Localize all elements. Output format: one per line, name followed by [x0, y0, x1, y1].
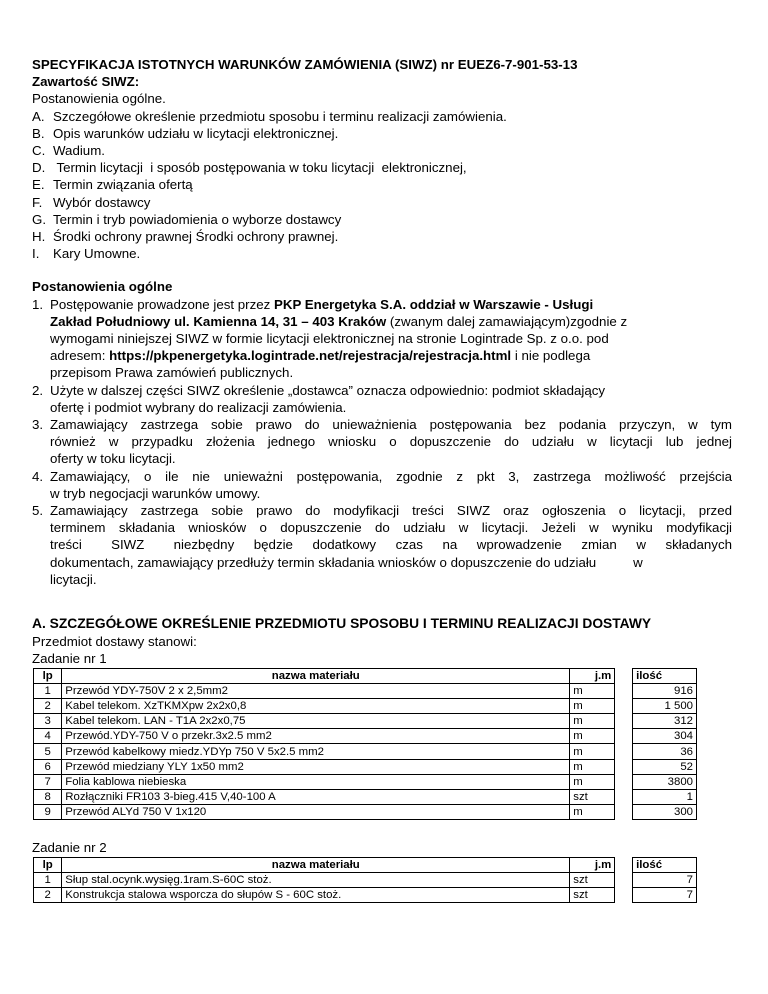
cell-lp: 4 — [34, 729, 62, 744]
toc-item-text: Wybór dostawcy — [53, 194, 151, 210]
cell-name: Przewód.YDY-750 V o przekr.3x2.5 mm2 — [62, 729, 570, 744]
general-heading: Postanowienia ogólne — [32, 279, 173, 295]
cell-name: Kabel telekom. LAN - T1A 2x2x0,75 — [62, 714, 570, 729]
cell-qty: 304 — [633, 729, 697, 744]
provision-2: 2. Użyte w dalszej części SIWZ określenie „dostawca” oznacza odpowiednio: podmiot składający ofertę i podmiot wybrany do realizacji zamówienia. — [32, 382, 606, 415]
table-header-row — [34, 857, 697, 872]
cell-jm: m — [570, 759, 615, 774]
table-row — [34, 759, 697, 774]
toc-item-letter: E. — [32, 177, 45, 193]
provision-5: 5. Zamawiający zastrzega sobie prawo do modyfikacji treści SIWZ oraz ogłoszenia o licytacji, przed terminem składania wniosków o dopuszczenie do udziału w licytacji. Jeżeli w wyniku modyfikacji treści SIWZ niezbędny będzie dodatkowy czas na wprowadzenie zmian w składanych dokumentach, zamawiający przedłuży termin składania wniosków o dopuszczenie do udziału w licytacji. — [32, 503, 732, 587]
general-label: Postanowienia ogólne. — [32, 91, 166, 107]
cell-qty: 916 — [633, 683, 697, 698]
toc-item — [32, 211, 732, 228]
section-a-heading: A. SZCZEGÓŁOWE OKREŚLENIE PRZEDMIOTU SPOSOBU I TERMINU REALIZACJI DOSTAWY — [32, 616, 652, 632]
cell-name: Słup stal.ocynk.wysięg.1ram.S-60C stoż. — [62, 872, 570, 887]
toc-item — [32, 108, 732, 125]
table-row — [34, 714, 697, 729]
cell-jm: szt — [570, 872, 615, 887]
cell-qty: 1 — [633, 790, 697, 805]
toc-item-letter: A. — [32, 108, 45, 124]
table-row — [34, 683, 697, 698]
table-row — [34, 790, 697, 805]
toc-item-letter: G. — [32, 211, 47, 227]
cell-name: Rozłączniki FR103 3-bieg.415 V,40-100 A — [62, 790, 570, 805]
cell-qty: 1 500 — [633, 698, 697, 713]
toc-item-letter: H. — [32, 229, 46, 245]
column-header-qty: ilość — [633, 857, 697, 872]
cell-name: Przewód miedziany YLY 1x50 mm2 — [62, 759, 570, 774]
cell-qty: 52 — [633, 759, 697, 774]
cell-lp: 2 — [34, 887, 62, 902]
column-header-qty: ilość — [633, 668, 697, 683]
registration-link[interactable]: https://pkpenergetyka.logintrade.net/rejestracja/rejestracja.html — [109, 348, 512, 364]
toc-item-letter: C. — [32, 143, 46, 159]
cell-jm: m — [570, 744, 615, 759]
toc-item — [32, 125, 732, 142]
cell-jm: szt — [570, 887, 615, 902]
table-row — [34, 729, 697, 744]
cell-qty: 300 — [633, 805, 697, 820]
cell-jm: m — [570, 683, 615, 698]
column-header-name: nazwa materiału — [62, 857, 570, 872]
toc-item-text: Środki ochrony prawnej Środki ochrony prawnej. — [53, 229, 339, 245]
toc-item-letter: D. — [32, 160, 46, 176]
cell-qty: 3800 — [633, 774, 697, 789]
table-row — [34, 805, 697, 820]
cell-name: Przewód kabelkowy miedz.YDYp 750 V 5x2.5 mm2 — [62, 744, 570, 759]
cell-lp: 1 — [34, 683, 62, 698]
provision-1: 1. Postępowanie prowadzone jest przez PKP Energetyka S.A. oddział w Warszawie - Usługi Zakład Południowy ul. Kamienna 14, 31 – 403 Kraków (zwanym dalej zamawiającym)zgodnie z wymogami niniejszej SIWZ w formie licytacji elektronicznej na stronie Logintrade Sp. z o.o. pod adresem: https://pkpenergetyka.logintrade.net/rejestracja/rejestracja.html i nie podlega przepisom Prawa zamówień publicznych. — [32, 296, 628, 381]
document-title: SPECYFIKACJA ISTOTNYCH WARUNKÓW ZAMÓWIENIA (SIWZ) nr EUEZ6-7-901-53-13 — [32, 57, 578, 72]
contents-label: Zawartość SIWZ: — [32, 74, 140, 90]
toc-item-text: Kary Umowne. — [53, 246, 141, 262]
cell-jm: szt — [570, 790, 615, 805]
column-header-lp: lp — [34, 668, 62, 683]
cell-name: Folia kablowa niebieska — [62, 774, 570, 789]
toc-item-text: Termin i tryb powiadomienia o wyborze dostawcy — [53, 211, 342, 227]
cell-name: Kabel telekom. XzTKMXpw 2x2x0,8 — [62, 698, 570, 713]
cell-lp: 1 — [34, 872, 62, 887]
contracting-address: Zakład Południowy ul. Kamienna 14, 31 – 403 Kraków — [50, 313, 387, 329]
toc-item-text: Termin związania ofertą — [53, 177, 193, 193]
table-row — [34, 887, 697, 902]
cell-qty: 312 — [633, 714, 697, 729]
task1-label: Zadanie nr 1 — [32, 651, 107, 667]
task1-table — [33, 668, 697, 821]
contracting-entity: PKP Energetyka S.A. oddział w Warszawie - Usługi — [273, 296, 594, 312]
toc-item-text: Wadium. — [53, 143, 105, 159]
cell-lp: 5 — [34, 744, 62, 759]
cell-jm: m — [570, 698, 615, 713]
column-header-jm: j.m — [570, 668, 615, 683]
toc-item — [32, 194, 732, 211]
column-header-jm: j.m — [570, 857, 615, 872]
document-page — [32, 56, 732, 903]
toc-item-text: Termin licytacji i sposób postępowania w toku licytacji elektronicznej, — [53, 160, 467, 176]
provision-4: 4. Zamawiający, o ile nie unieważni postępowania, zgodnie z pkt 3, zastrzega możliwość przejścia w tryb negocjacji warunków umowy. — [32, 468, 732, 501]
toc-item — [32, 176, 732, 193]
cell-name: Przewód YDY-750V 2 x 2,5mm2 — [62, 683, 570, 698]
task2-table — [33, 857, 697, 904]
toc-item — [32, 159, 732, 176]
table-row — [34, 698, 697, 713]
cell-lp: 8 — [34, 790, 62, 805]
toc-item — [32, 142, 732, 159]
toc-item-letter: F. — [32, 194, 43, 210]
cell-lp: 2 — [34, 698, 62, 713]
cell-lp: 6 — [34, 759, 62, 774]
cell-lp: 7 — [34, 774, 62, 789]
toc-item-letter: B. — [32, 125, 45, 141]
table-row — [34, 774, 697, 789]
cell-name: Konstrukcja stalowa wsporcza do słupów S - 60C stoż. — [62, 887, 570, 902]
cell-jm: m — [570, 805, 615, 820]
column-header-lp: lp — [34, 857, 62, 872]
cell-name: Przewód ALYd 750 V 1x120 — [62, 805, 570, 820]
cell-lp: 3 — [34, 714, 62, 729]
table-row — [34, 872, 697, 887]
toc-item-text: Opis warunków udziału w licytacji elektronicznej. — [53, 125, 339, 141]
task2-label: Zadanie nr 2 — [32, 840, 107, 856]
table-row — [34, 744, 697, 759]
cell-jm: m — [570, 774, 615, 789]
provision-3: 3. Zamawiający zastrzega sobie prawo do unieważnienia postępowania bez podania przyczyn, w tym również w przypadku złożenia jednego wniosku o dopuszczenie do udziału w licytacji lub jednej oferty w toku licytacji. — [32, 417, 732, 467]
toc-item — [32, 228, 732, 245]
cell-jm: m — [570, 714, 615, 729]
delivery-intro: Przedmiot dostawy stanowi: — [32, 634, 197, 650]
cell-qty: 7 — [633, 872, 697, 887]
toc-list — [32, 108, 732, 263]
table-header-row — [34, 668, 697, 683]
toc-item-text: Szczegółowe określenie przedmiotu sposobu i terminu realizacji zamówienia. — [53, 108, 507, 124]
cell-lp: 9 — [34, 805, 62, 820]
toc-item-letter: I. — [32, 246, 40, 262]
cell-jm: m — [570, 729, 615, 744]
general-provisions-list — [32, 296, 732, 588]
toc-item — [32, 245, 732, 262]
cell-qty: 7 — [633, 887, 697, 902]
cell-qty: 36 — [633, 744, 697, 759]
column-header-name: nazwa materiału — [62, 668, 570, 683]
